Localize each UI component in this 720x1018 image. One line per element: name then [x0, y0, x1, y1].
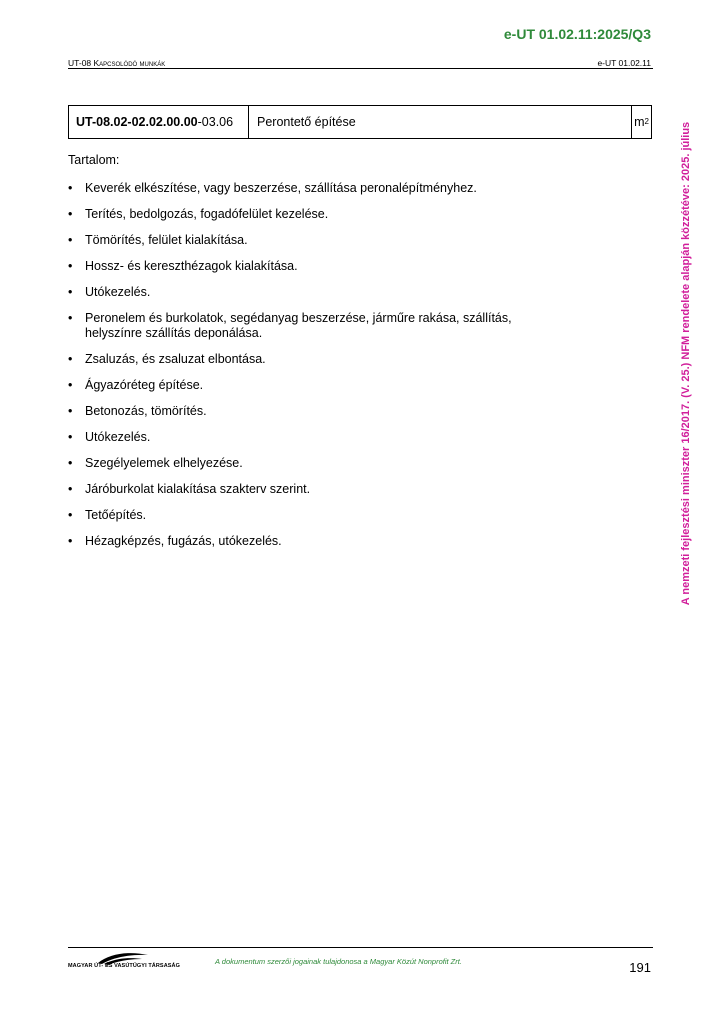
item-header-box	[68, 105, 652, 139]
list-item-text: Betonozás, tömörítés.	[85, 403, 207, 418]
bullet-icon: •	[68, 403, 73, 418]
bullet-icon: •	[68, 481, 73, 496]
list-item	[68, 259, 568, 274]
list-item-text: Járóburkolat kialakítása szakterv szerint.	[85, 481, 311, 496]
header-divider	[68, 68, 653, 69]
header-section: UT-08 Kapcsolódó munkák	[68, 58, 166, 68]
list-item	[68, 456, 568, 471]
side-note-text: A nemzeti fejlesztési miniszter 16/2017. (V. 25.) NFM rendelete alapján közzétéve: 2025. július	[680, 121, 692, 606]
list-item-text: Zsaluzás, és zsaluzat elbontása.	[85, 351, 266, 366]
page-number: 191	[629, 960, 651, 975]
list-item-text: Utókezelés.	[85, 285, 151, 299]
item-code-main: UT-08.02-02.02.00.00	[76, 115, 198, 129]
list-item-text: Keverék elkészítése, vagy beszerzése, szállítása peronalépítményhez.	[85, 181, 477, 195]
list-item-text: Peronelem és burkolatok, segédanyag beszerzése, járműre rakása, szállítás, helyszínre szállítás deponálása.	[85, 311, 512, 340]
list-item-text: Terítés, bedolgozás, fogadófelület kezelése.	[85, 207, 329, 221]
unit-base: m	[634, 115, 645, 129]
footer-divider	[68, 947, 653, 948]
item-code	[69, 106, 249, 138]
bullet-icon: •	[68, 507, 73, 522]
company-logo-text: MAGYAR ÚT- ÉS VASÚTÜGYI TÁRSASÁG	[68, 963, 180, 969]
document-code: e-UT 01.02.11:2025/Q3	[503, 26, 651, 42]
list-item	[68, 508, 568, 523]
item-code-suffix: -03.06	[197, 115, 234, 129]
side-publication-note	[678, 96, 694, 631]
bullet-icon: •	[68, 285, 73, 299]
list-item-text: Hézagképzés, fugázás, utókezelés.	[85, 533, 282, 548]
list-item-text: Szegélyelemek elhelyezése.	[85, 455, 243, 470]
company-logo-icon	[68, 951, 158, 973]
list-item	[68, 207, 568, 222]
list-item-text: Ágyazóréteg építése.	[85, 377, 204, 392]
list-item	[68, 430, 568, 445]
bullet-icon: •	[68, 233, 73, 247]
list-item-text: Tömörítés, felület kialakítása.	[85, 233, 248, 247]
bullet-icon: •	[68, 259, 73, 273]
list-item	[68, 311, 568, 340]
list-item	[68, 285, 568, 300]
bullet-icon: •	[68, 429, 73, 444]
list-item-text: Utókezelés.	[85, 429, 151, 444]
content-list	[68, 181, 568, 560]
header-ref: e-UT 01.02.11	[597, 58, 651, 68]
bullet-icon: •	[68, 207, 73, 221]
bullet-icon: •	[68, 455, 73, 470]
list-item	[68, 378, 568, 393]
list-item	[68, 404, 568, 419]
content-label: Tartalom:	[68, 153, 120, 167]
bullet-icon: •	[68, 181, 73, 195]
bullet-icon: •	[68, 377, 73, 392]
list-item	[68, 482, 568, 497]
list-item	[68, 352, 568, 367]
bullet-icon: •	[68, 533, 73, 548]
item-unit: m 2	[631, 106, 651, 138]
list-item-text: Tetőépítés.	[85, 507, 147, 522]
list-item	[68, 534, 568, 549]
copyright-notice: A dokumentum szerzői jogainak tulajdonosa a Magyar Közút Nonprofit Zrt.	[215, 957, 462, 966]
bullet-icon: •	[68, 351, 73, 366]
list-item	[68, 233, 568, 248]
item-title: Perontető építése	[257, 115, 356, 129]
list-item	[68, 181, 568, 196]
list-item-text: Hossz- és kereszthézagok kialakítása.	[85, 259, 298, 273]
bullet-icon: •	[68, 311, 73, 325]
